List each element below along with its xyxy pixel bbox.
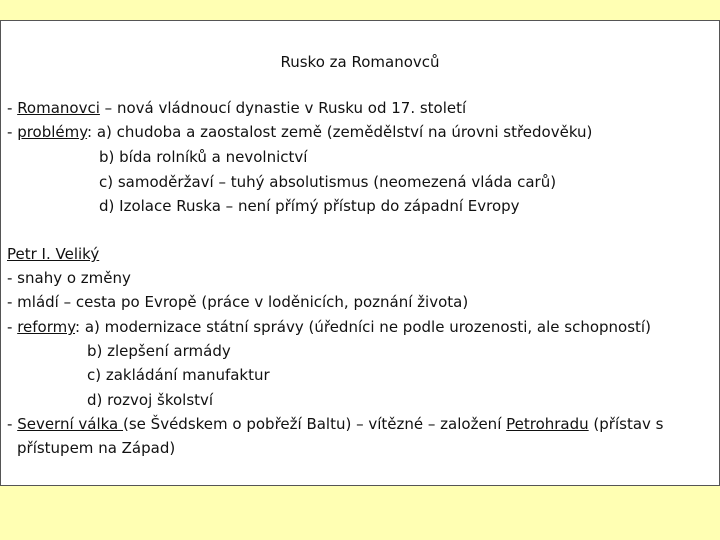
slide-title: Rusko za Romanovců: [280, 53, 440, 71]
line-text: – nová vládnoucí dynastie v Rusku od 17. století: [99, 99, 467, 117]
term-romanovci: Romanovci: [17, 99, 100, 117]
problem-d: d) Izolace Ruska – není přímý přístup do západní Evropy: [99, 197, 520, 215]
line-text: : a) modernizace státní správy (úředníci ne podle urozenosti, ale schopností): [75, 318, 651, 336]
heading-petr: Petr I. Veliký: [7, 245, 100, 263]
line-severni-valka: [7, 414, 663, 434]
term-problemy: problémy: [17, 123, 88, 141]
line-snahy: - snahy o změny: [7, 269, 131, 287]
reform-d: d) rozvoj školství: [87, 391, 214, 409]
line-prefix: -: [7, 415, 18, 433]
line-prefix: -: [7, 99, 18, 117]
line-mladi: - mládí – cesta po Evropě (práce v loděnicích, poznání života): [7, 293, 469, 311]
line-romanovci: [7, 98, 466, 118]
line-prefix: -: [7, 318, 18, 336]
line-text: (přístav s: [588, 415, 664, 433]
line-text: : a) chudoba a zaostalost země (zemědělství na úrovni středověku): [87, 123, 593, 141]
line-reformy: [7, 317, 651, 337]
reform-b: b) zlepšení armády: [87, 342, 231, 360]
problem-b: b) bída rolníků a nevolnictví: [99, 148, 308, 166]
line-pristup: přístupem na Západ): [17, 439, 176, 457]
problem-c: c) samoděržaví – tuhý absolutismus (neomezená vláda carů): [99, 173, 557, 191]
reform-c: c) zakládání manufaktur: [87, 366, 270, 384]
slide: [0, 20, 720, 486]
line-problemy: [7, 122, 592, 142]
line-prefix: -: [7, 123, 18, 141]
line-text: (se Švédskem o pobřeží Baltu) – vítězné – založení: [123, 415, 507, 433]
term-reformy: reformy: [17, 318, 76, 336]
term-petrohrad: Petrohradu: [506, 415, 589, 433]
term-severni-valka: Severní válka: [17, 415, 124, 433]
